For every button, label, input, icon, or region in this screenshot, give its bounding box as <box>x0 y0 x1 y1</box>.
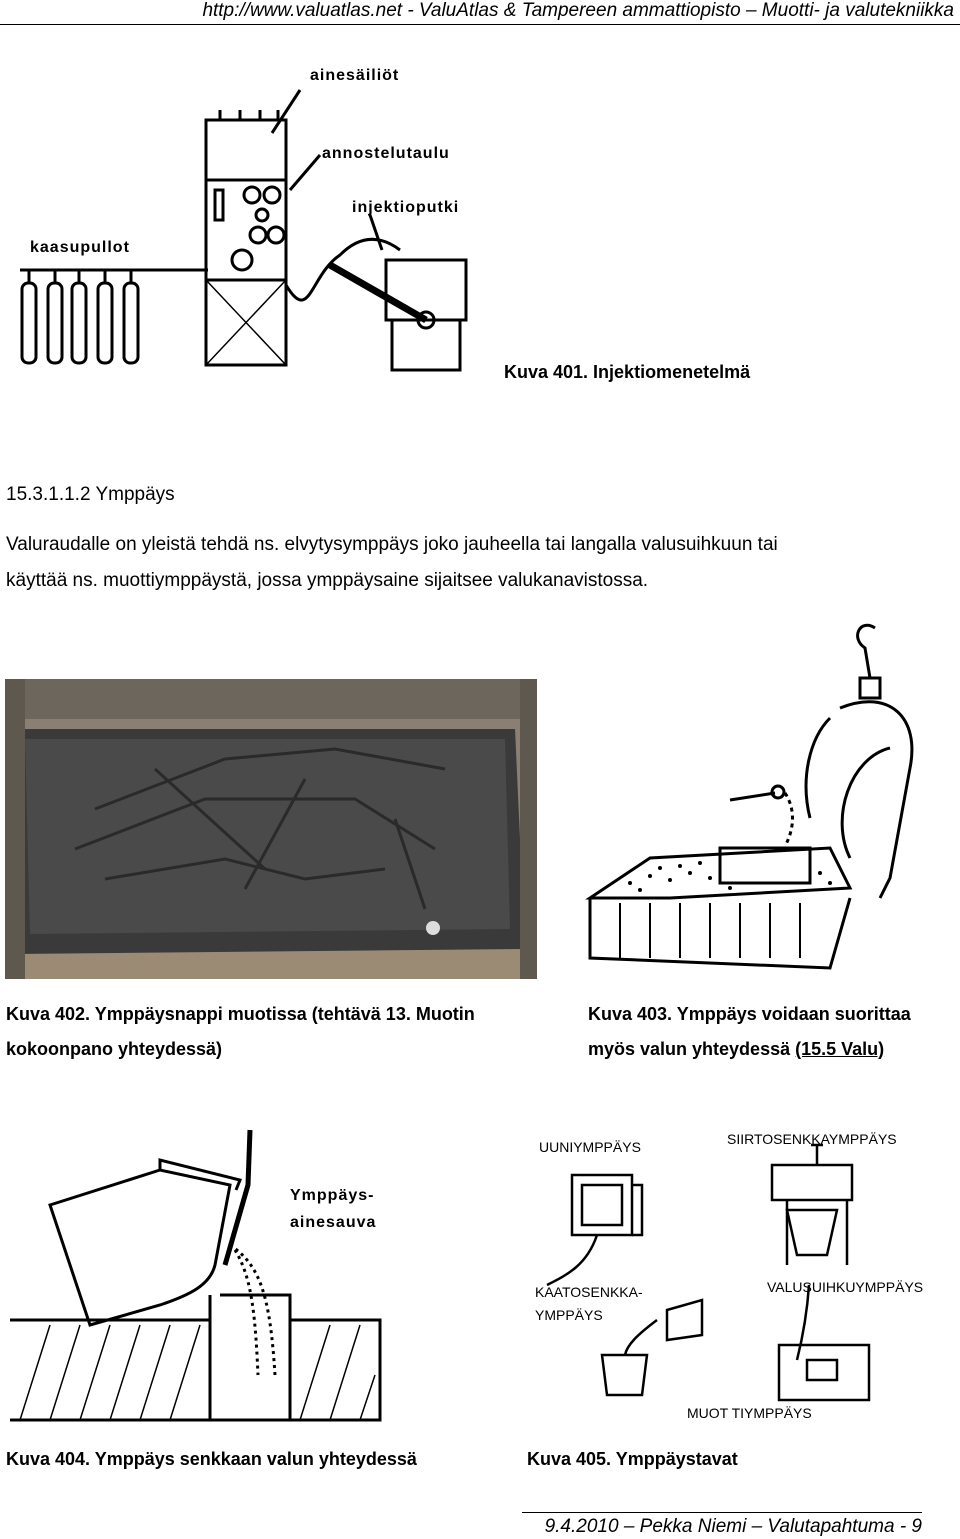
page-header <box>0 0 960 25</box>
fig403-illustration <box>590 618 930 978</box>
fig405-caption: Kuva 405. Ymppäystavat <box>527 1449 738 1469</box>
fig405-label-siirto: SIIRTOSENKKAYMPPÄYS <box>727 1131 897 1147</box>
label-kaasupullot: kaasupullot <box>30 239 130 256</box>
label-annostelutaulu: annostelutaulu <box>322 145 450 162</box>
header-text: http://www.valuatlas.net - ValuAtlas & Tampereen ammattiopisto – Muotti- ja valutekniikka <box>202 0 954 21</box>
fig405-label-kaato-2: YMPPÄYS <box>535 1307 603 1323</box>
fig402-caption-line-2: kokoonpano yhteydessä) <box>6 1039 223 1059</box>
fig404-label-line-1: Ymppäys- <box>290 1187 375 1204</box>
section-heading: 15.3.1.1.2 Ymppäys <box>6 484 175 505</box>
fig403-caption-link[interactable]: (15.5 Valu) <box>795 1039 885 1059</box>
fig404-caption: Kuva 404. Ymppäys senkkaan valun yhteydessä <box>6 1449 417 1469</box>
fig403-caption-text: myös valun yhteydessä <box>588 1039 796 1059</box>
page-footer: 9.4.2010 – Pekka Niemi – Valutapahtuma - 9 <box>544 1516 922 1537</box>
paragraph-line-1: Valuraudalle on yleistä tehdä ns. elvytysymppäys joko jauheella tai langalla valusuihkuun tai <box>6 534 778 555</box>
footer-rule <box>522 1512 922 1513</box>
fig405-label-uuni: UUNIYMPPÄYS <box>539 1139 641 1155</box>
fig405-label-muotti: MUOT TIYMPPÄYS <box>687 1405 812 1421</box>
fig405-label-suihku: VALUSUIHKUYMPPÄYS <box>767 1279 924 1295</box>
label-injektioputki: injektioputki <box>352 199 460 216</box>
fig401-caption: Kuva 401. Injektiomenetelmä <box>504 362 751 382</box>
fig402-caption-line-1: Kuva 402. Ymppäysnappi muotissa (tehtävä 13. Muotin <box>6 1004 475 1024</box>
label-ainesailiot: ainesäiliöt <box>310 67 400 84</box>
fig403-caption-line-1: Kuva 403. Ymppäys voidaan suorittaa <box>588 1004 911 1024</box>
paragraph-line-2: käyttää ns. muottiymppäystä, jossa ymppäysaine sijaitsee valukanavistossa. <box>6 570 649 591</box>
fig403-caption-line-2 <box>588 1032 884 1067</box>
fig401-illustration <box>10 55 490 385</box>
fig402-photo <box>5 679 537 979</box>
fig404-illustration <box>10 1125 420 1425</box>
fig405-label-kaato-1: KAATOSENKKA- <box>535 1284 643 1300</box>
fig404-label-line-2: ainesauva <box>290 1214 377 1231</box>
fig405-illustration <box>527 1125 937 1425</box>
